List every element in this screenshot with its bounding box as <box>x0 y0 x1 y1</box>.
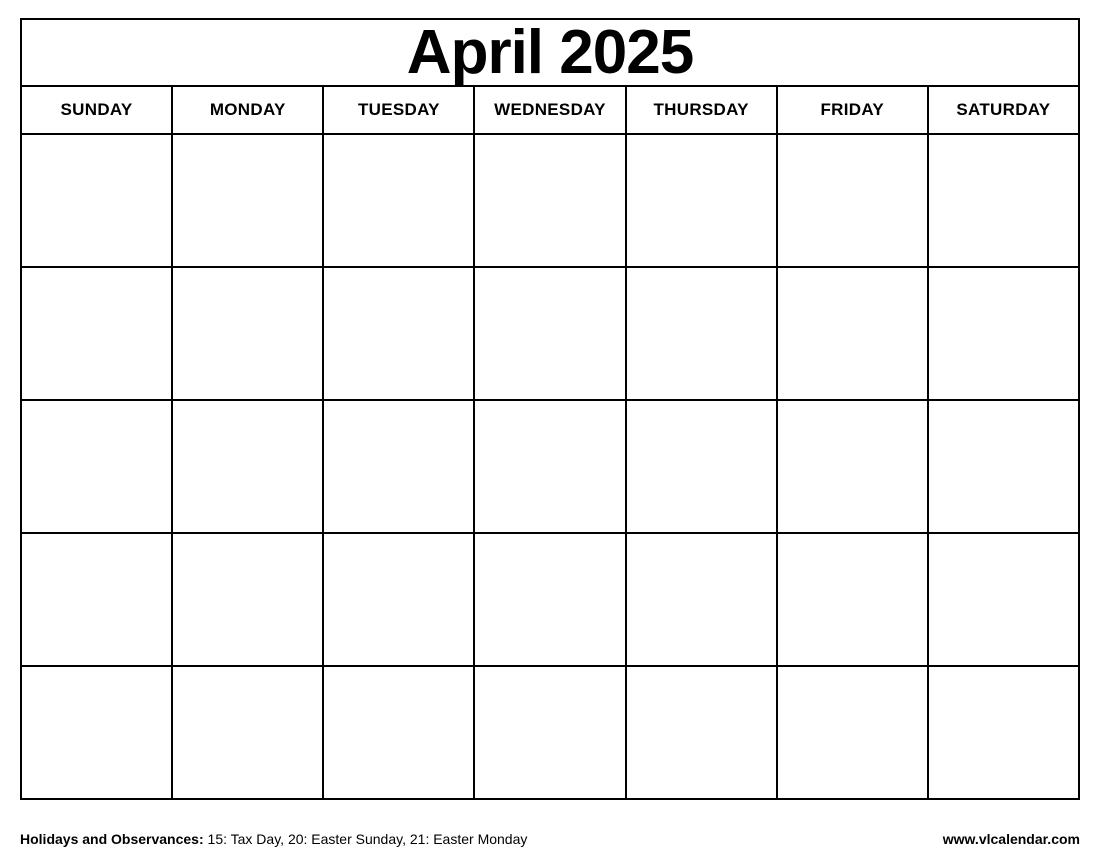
day-number <box>475 268 624 271</box>
calendar-day-cell[interactable] <box>777 267 928 400</box>
calendar-day-cell[interactable] <box>21 533 172 666</box>
day-number <box>475 401 624 404</box>
calendar-day-cell[interactable] <box>626 666 777 799</box>
day-number <box>929 667 1078 670</box>
calendar-week-row <box>21 666 1079 799</box>
calendar-day-cell[interactable] <box>323 533 474 666</box>
holidays-label: Holidays and Observances: <box>20 831 204 847</box>
calendar-day-cell[interactable] <box>928 134 1079 267</box>
day-number <box>324 534 473 537</box>
day-number <box>929 534 1078 537</box>
calendar-day-cell[interactable] <box>928 267 1079 400</box>
calendar-day-cell[interactable] <box>323 400 474 533</box>
calendar-day-cell[interactable] <box>777 400 928 533</box>
calendar-day-cell[interactable] <box>474 400 625 533</box>
day-number <box>173 401 322 404</box>
day-number <box>22 268 171 271</box>
calendar-table <box>20 18 1080 800</box>
day-number <box>324 667 473 670</box>
calendar-day-cell[interactable] <box>21 400 172 533</box>
day-number <box>22 534 171 537</box>
day-number <box>627 135 776 138</box>
day-number <box>929 268 1078 271</box>
calendar-day-cell[interactable] <box>172 134 323 267</box>
calendar-day-cell[interactable] <box>172 666 323 799</box>
day-number <box>627 534 776 537</box>
calendar-week-row <box>21 134 1079 267</box>
calendar-day-cell[interactable] <box>323 134 474 267</box>
day-number <box>778 268 927 271</box>
day-number <box>929 135 1078 138</box>
day-number <box>324 401 473 404</box>
calendar-day-cell[interactable] <box>928 533 1079 666</box>
calendar-day-cell[interactable] <box>474 134 625 267</box>
calendar-day-cell[interactable] <box>21 666 172 799</box>
weekday-header-monday: MONDAY <box>172 86 323 134</box>
calendar-title-cell <box>21 19 1079 86</box>
day-number <box>22 135 171 138</box>
calendar-week-row <box>21 267 1079 400</box>
weekday-header-thursday: THURSDAY <box>626 86 777 134</box>
weekday-header-wednesday: WEDNESDAY <box>474 86 625 134</box>
day-number <box>475 667 624 670</box>
calendar-day-cell[interactable] <box>928 400 1079 533</box>
day-number <box>627 268 776 271</box>
calendar-day-cell[interactable] <box>323 666 474 799</box>
holidays-note <box>20 831 527 847</box>
day-number <box>627 401 776 404</box>
calendar-day-cell[interactable] <box>928 666 1079 799</box>
calendar-day-cell[interactable] <box>626 400 777 533</box>
calendar-day-cell[interactable] <box>777 666 928 799</box>
weekday-header-friday: FRIDAY <box>777 86 928 134</box>
day-number <box>324 135 473 138</box>
calendar-day-cell[interactable] <box>172 533 323 666</box>
site-url: www.vlcalendar.com <box>942 831 1080 847</box>
day-number <box>22 667 171 670</box>
calendar-day-cell[interactable] <box>474 666 625 799</box>
calendar-day-cell[interactable] <box>323 267 474 400</box>
day-number <box>475 534 624 537</box>
day-number <box>22 401 171 404</box>
day-number <box>324 268 473 271</box>
day-number <box>929 401 1078 404</box>
calendar-title-row <box>21 19 1079 86</box>
calendar-day-cell[interactable] <box>474 533 625 666</box>
calendar-day-cell[interactable] <box>172 267 323 400</box>
day-number <box>173 135 322 138</box>
calendar-day-cell[interactable] <box>777 533 928 666</box>
day-number <box>173 268 322 271</box>
day-number <box>173 534 322 537</box>
calendar-day-cell[interactable] <box>172 400 323 533</box>
holidays-list: 15: Tax Day, 20: Easter Sunday, 21: Easter Monday <box>203 831 528 847</box>
weekday-header-tuesday: TUESDAY <box>323 86 474 134</box>
weekday-header-saturday: SATURDAY <box>928 86 1079 134</box>
footer <box>20 831 1080 847</box>
page-title: April 2025 <box>406 18 694 87</box>
weekday-header-row <box>21 86 1079 134</box>
calendar-week-row <box>21 400 1079 533</box>
day-number <box>173 667 322 670</box>
calendar-day-cell[interactable] <box>21 267 172 400</box>
day-number <box>475 135 624 138</box>
day-number <box>778 534 927 537</box>
day-number <box>778 135 927 138</box>
calendar-day-cell[interactable] <box>626 267 777 400</box>
calendar-day-cell[interactable] <box>777 134 928 267</box>
weekday-header-sunday: SUNDAY <box>21 86 172 134</box>
day-number <box>627 667 776 670</box>
day-number <box>778 667 927 670</box>
calendar-day-cell[interactable] <box>626 134 777 267</box>
calendar-week-row <box>21 533 1079 666</box>
calendar-day-cell[interactable] <box>21 134 172 267</box>
calendar-day-cell[interactable] <box>474 267 625 400</box>
day-number <box>778 401 927 404</box>
calendar-day-cell[interactable] <box>626 533 777 666</box>
